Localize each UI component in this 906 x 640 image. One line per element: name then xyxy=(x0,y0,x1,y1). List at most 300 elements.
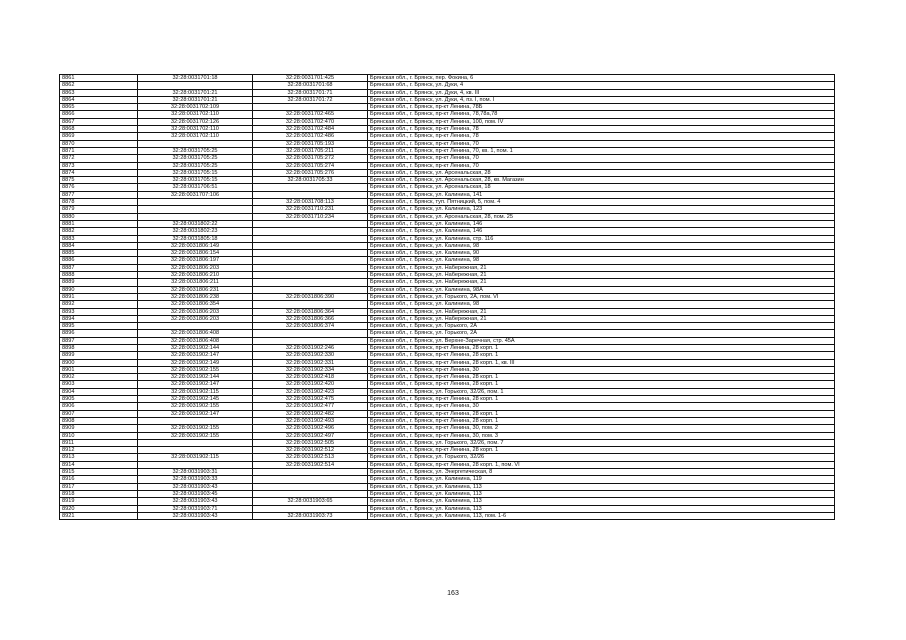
row-number-cell: 8880 xyxy=(60,213,138,220)
object-cadastral-number-cell: 32:28:0031702:486 xyxy=(253,133,368,140)
object-cadastral-number-cell xyxy=(253,476,368,483)
object-cadastral-number-cell: 32:28:0031902:418 xyxy=(253,374,368,381)
land-cadastral-number-cell: 32:28:0031806:211 xyxy=(138,279,253,286)
row-number-cell: 8904 xyxy=(60,388,138,395)
row-number-cell: 8867 xyxy=(60,118,138,125)
address-cell: Брянская обл., г. Брянск, пр-кт Ленина, 28 корп. 1 xyxy=(368,410,835,417)
table-row xyxy=(60,104,835,111)
land-cadastral-number-cell: 32:28:0031903:45 xyxy=(138,490,253,497)
address-cell: Брянская обл., г. Брянск, пер. Фокина, 6 xyxy=(368,75,835,82)
object-cadastral-number-cell xyxy=(253,235,368,242)
object-cadastral-number-cell: 32:28:0031902:497 xyxy=(253,432,368,439)
address-cell: Брянская обл., г. Брянск, ул. Калинина, стр. 116 xyxy=(368,235,835,242)
page-number: 163 xyxy=(447,590,459,597)
object-cadastral-number-cell: 32:28:0031701:72 xyxy=(253,96,368,103)
table-row xyxy=(60,264,835,271)
object-cadastral-number-cell xyxy=(253,242,368,249)
land-cadastral-number-cell: 32:28:0031902:149 xyxy=(138,359,253,366)
table-row xyxy=(60,118,835,125)
land-cadastral-number-cell: 32:28:0031701:21 xyxy=(138,89,253,96)
object-cadastral-number-cell: 32:28:0031902:514 xyxy=(253,461,368,468)
table-row xyxy=(60,505,835,512)
object-cadastral-number-cell xyxy=(253,469,368,476)
object-cadastral-number-cell: 32:28:0031702:465 xyxy=(253,111,368,118)
row-number-cell: 8895 xyxy=(60,323,138,330)
object-cadastral-number-cell: 32:28:0031902:423 xyxy=(253,388,368,395)
land-cadastral-number-cell: 32:28:0031902:155 xyxy=(138,366,253,373)
row-number-cell: 8903 xyxy=(60,381,138,388)
object-cadastral-number-cell xyxy=(253,301,368,308)
object-cadastral-number-cell xyxy=(253,483,368,490)
table-row xyxy=(60,162,835,169)
table-row xyxy=(60,374,835,381)
address-cell: Брянская обл., г. Брянск, ул. Дуки, 4, кв. III xyxy=(368,89,835,96)
row-number-cell: 8876 xyxy=(60,184,138,191)
row-number-cell: 8910 xyxy=(60,432,138,439)
table-row xyxy=(60,169,835,176)
land-cadastral-number-cell xyxy=(138,82,253,89)
address-cell: Брянская обл., г. Брянск, пр-кт Ленина, 78 xyxy=(368,133,835,140)
object-cadastral-number-cell: 32:28:0031701:71 xyxy=(253,89,368,96)
object-cadastral-number-cell: 32:28:0031902:512 xyxy=(253,447,368,454)
table-row xyxy=(60,257,835,264)
object-cadastral-number-cell: 32:28:0031902:246 xyxy=(253,344,368,351)
land-cadastral-number-cell: 32:28:0031707:106 xyxy=(138,191,253,198)
row-number-cell: 8896 xyxy=(60,330,138,337)
land-cadastral-number-cell: 32:28:0031806:238 xyxy=(138,293,253,300)
object-cadastral-number-cell xyxy=(253,490,368,497)
object-cadastral-number-cell: 32:28:0031902:330 xyxy=(253,352,368,359)
table-row xyxy=(60,184,835,191)
address-cell: Брянская обл., г. Брянск, пр-кт Ленина, 28 корп. 1 xyxy=(368,447,835,454)
row-number-cell: 8893 xyxy=(60,308,138,315)
row-number-cell: 8879 xyxy=(60,206,138,213)
object-cadastral-number-cell: 32:28:0031902:482 xyxy=(253,410,368,417)
land-cadastral-number-cell: 32:28:0031705:25 xyxy=(138,162,253,169)
address-cell: Брянская обл., г. Брянск, ул. Набережная, 21 xyxy=(368,308,835,315)
land-cadastral-number-cell: 32:28:0031806:203 xyxy=(138,315,253,322)
address-cell: Брянская обл., г. Брянск, ул. Калинина, 123 xyxy=(368,206,835,213)
table-row xyxy=(60,140,835,147)
land-cadastral-number-cell: 32:28:0031903:43 xyxy=(138,512,253,519)
land-cadastral-number-cell xyxy=(138,199,253,206)
table-row xyxy=(60,410,835,417)
object-cadastral-number-cell: 32:28:0031902:475 xyxy=(253,396,368,403)
object-cadastral-number-cell xyxy=(253,279,368,286)
address-cell: Брянская обл., г. Брянск, пр-кт Ленина, 100, пом. IV xyxy=(368,118,835,125)
address-cell: Брянская обл., г. Брянск, пр-кт Ленина, 28 корп. 1 xyxy=(368,374,835,381)
address-cell: Брянская обл., г. Брянск, ул. Арсенальская, 28 xyxy=(368,169,835,176)
row-number-cell: 8891 xyxy=(60,293,138,300)
address-cell: Брянская обл., г. Брянск, ул. Энергетическая, 8 xyxy=(368,469,835,476)
table-row xyxy=(60,301,835,308)
row-number-cell: 8878 xyxy=(60,199,138,206)
land-cadastral-number-cell: 32:28:0031806:354 xyxy=(138,301,253,308)
land-cadastral-number-cell: 32:28:0031706:51 xyxy=(138,184,253,191)
address-cell: Брянская обл., г. Брянск, ул. Набережная, 21 xyxy=(368,279,835,286)
table-row xyxy=(60,432,835,439)
address-cell: Брянская обл., г. Брянск, ул. Калинина, 113 xyxy=(368,498,835,505)
land-cadastral-number-cell: 32:28:0031705:25 xyxy=(138,155,253,162)
table-row xyxy=(60,447,835,454)
row-number-cell: 8865 xyxy=(60,104,138,111)
object-cadastral-number-cell xyxy=(253,264,368,271)
table-row xyxy=(60,111,835,118)
land-cadastral-number-cell: 32:28:0031903:71 xyxy=(138,505,253,512)
object-cadastral-number-cell xyxy=(253,220,368,227)
row-number-cell: 8908 xyxy=(60,417,138,424)
address-cell: Брянская обл., г. Брянск, ул. Калинина, 113 xyxy=(368,505,835,512)
address-cell: Брянская обл., г. Брянск, ул. Калинина, 113 xyxy=(368,490,835,497)
table-row xyxy=(60,454,835,461)
address-cell: Брянская обл., г. Брянск, ул. Горького, 32/26 xyxy=(368,454,835,461)
table-row xyxy=(60,191,835,198)
row-number-cell: 8875 xyxy=(60,177,138,184)
object-cadastral-number-cell: 32:28:0031705:276 xyxy=(253,169,368,176)
address-cell: Брянская обл., г. Брянск, ул. Калинина, 98 xyxy=(368,301,835,308)
object-cadastral-number-cell: 32:28:0031902:334 xyxy=(253,366,368,373)
table-row xyxy=(60,512,835,519)
address-cell: Брянская обл., г. Брянск, пр-кт Ленина, 28 корп. 1 xyxy=(368,352,835,359)
land-cadastral-number-cell: 32:28:0031806:408 xyxy=(138,330,253,337)
object-cadastral-number-cell: 32:28:0031902:493 xyxy=(253,417,368,424)
address-cell: Брянская обл., г. Брянск, ул. Набережная, 21 xyxy=(368,272,835,279)
row-number-cell: 8861 xyxy=(60,75,138,82)
table-row xyxy=(60,213,835,220)
object-cadastral-number-cell: 32:28:0031902:420 xyxy=(253,381,368,388)
table-row xyxy=(60,323,835,330)
address-cell: Брянская обл., г. Брянск, пр-кт Ленина, 28 корп. 1, кв. III xyxy=(368,359,835,366)
table-row xyxy=(60,96,835,103)
land-cadastral-number-cell: 32:28:0031702:126 xyxy=(138,118,253,125)
table-row xyxy=(60,403,835,410)
land-cadastral-number-cell: 32:28:0031902:147 xyxy=(138,381,253,388)
land-cadastral-number-cell: 32:28:0031806:203 xyxy=(138,308,253,315)
address-cell: Брянская обл., г. Брянск, ул. Набережная, 21 xyxy=(368,264,835,271)
table-row xyxy=(60,133,835,140)
address-cell: Брянская обл., г. Брянск, ул. Калинина, 146 xyxy=(368,220,835,227)
object-cadastral-number-cell xyxy=(253,330,368,337)
land-cadastral-number-cell: 32:28:0031903:43 xyxy=(138,498,253,505)
row-number-cell: 8916 xyxy=(60,476,138,483)
table-row xyxy=(60,228,835,235)
object-cadastral-number-cell xyxy=(253,104,368,111)
row-number-cell: 8888 xyxy=(60,272,138,279)
address-cell: Брянская обл., г. Брянск, пр-кт Ленина, 70 xyxy=(368,162,835,169)
row-number-cell: 8885 xyxy=(60,250,138,257)
object-cadastral-number-cell xyxy=(253,337,368,344)
row-number-cell: 8883 xyxy=(60,235,138,242)
table-row xyxy=(60,155,835,162)
land-cadastral-number-cell xyxy=(138,439,253,446)
land-cadastral-number-cell xyxy=(138,206,253,213)
address-cell: Брянская обл., г. Брянск, пр-кт Ленина, 28 корп. 1 xyxy=(368,344,835,351)
table-row xyxy=(60,461,835,468)
object-cadastral-number-cell: 32:28:0031806:364 xyxy=(253,308,368,315)
row-number-cell: 8913 xyxy=(60,454,138,461)
land-cadastral-number-cell: 32:28:0031705:25 xyxy=(138,147,253,154)
table-row xyxy=(60,89,835,96)
land-cadastral-number-cell: 32:28:0031701:21 xyxy=(138,96,253,103)
land-cadastral-number-cell xyxy=(138,140,253,147)
object-cadastral-number-cell: 32:28:0031708:113 xyxy=(253,199,368,206)
address-cell: Брянская обл., г. Брянск, пр-кт Ленина, 70 xyxy=(368,155,835,162)
land-cadastral-number-cell: 32:28:0031802:22 xyxy=(138,220,253,227)
address-cell: Брянская обл., г. Брянск, ул. Калинина, 113, пом. 1-6 xyxy=(368,512,835,519)
row-number-cell: 8909 xyxy=(60,425,138,432)
address-cell: Брянская обл., г. Брянск, ул. Калинина, 119 xyxy=(368,476,835,483)
table-row xyxy=(60,396,835,403)
object-cadastral-number-cell: 32:28:0031902:331 xyxy=(253,359,368,366)
object-cadastral-number-cell: 32:28:0031806:390 xyxy=(253,293,368,300)
land-cadastral-number-cell: 32:28:0031902:145 xyxy=(138,396,253,403)
table-row xyxy=(60,82,835,89)
table-row xyxy=(60,147,835,154)
address-cell: Брянская обл., г. Брянск, ул. Арсенальская, 28, кв. Магазин xyxy=(368,177,835,184)
object-cadastral-number-cell: 32:28:0031702:470 xyxy=(253,118,368,125)
address-cell: Брянская обл., г. Брянск, пр-кт Ленина, 28 корп. 1 xyxy=(368,396,835,403)
object-cadastral-number-cell: 32:28:0031710:231 xyxy=(253,206,368,213)
table-row xyxy=(60,272,835,279)
address-cell: Брянская обл., г. Брянск, пр-кт Ленина, 28 корп. 1 xyxy=(368,381,835,388)
row-number-cell: 8915 xyxy=(60,469,138,476)
land-cadastral-number-cell: 32:28:0031806:203 xyxy=(138,264,253,271)
row-number-cell: 8870 xyxy=(60,140,138,147)
object-cadastral-number-cell: 32:28:0031705:193 xyxy=(253,140,368,147)
land-cadastral-number-cell: 32:28:0031802:23 xyxy=(138,228,253,235)
address-cell: Брянская обл., г. Брянск, ул. Набережная, 21 xyxy=(368,315,835,322)
land-cadastral-number-cell: 32:28:0031705:15 xyxy=(138,169,253,176)
land-cadastral-number-cell: 32:28:0031806:408 xyxy=(138,337,253,344)
object-cadastral-number-cell: 32:28:0031806:366 xyxy=(253,315,368,322)
address-cell: Брянская обл., г. Брянск, ул. Арсенальская, 18 xyxy=(368,184,835,191)
address-cell: Брянская обл., г. Брянск, пр-кт Ленина, 30, пом. 2 xyxy=(368,425,835,432)
address-cell: Брянская обл., г. Брянск, туп. Пятницкий, 5, пом. 4 xyxy=(368,199,835,206)
table-row xyxy=(60,476,835,483)
object-cadastral-number-cell xyxy=(253,250,368,257)
object-cadastral-number-cell: 32:28:0031705:274 xyxy=(253,162,368,169)
row-number-cell: 8890 xyxy=(60,286,138,293)
land-cadastral-number-cell xyxy=(138,447,253,454)
table-row xyxy=(60,286,835,293)
land-cadastral-number-cell: 32:28:0031806:210 xyxy=(138,272,253,279)
table-row xyxy=(60,425,835,432)
address-cell: Брянская обл., г. Брянск, пр-кт Ленина, 30 xyxy=(368,403,835,410)
object-cadastral-number-cell xyxy=(253,257,368,264)
address-cell: Брянская обл., г. Брянск, пр-кт Ленина, 78 xyxy=(368,126,835,133)
table-row xyxy=(60,177,835,184)
address-cell: Брянская обл., г. Брянск, пр-кт Ленина, 70 xyxy=(368,140,835,147)
row-number-cell: 8921 xyxy=(60,512,138,519)
land-cadastral-number-cell: 32:28:0031702:109 xyxy=(138,104,253,111)
object-cadastral-number-cell: 32:28:0031710:234 xyxy=(253,213,368,220)
land-cadastral-number-cell: 32:28:0031702:110 xyxy=(138,126,253,133)
land-cadastral-number-cell: 32:28:0031902:155 xyxy=(138,425,253,432)
table-row xyxy=(60,469,835,476)
land-cadastral-number-cell: 32:28:0031902:147 xyxy=(138,410,253,417)
address-cell: Брянская обл., г. Брянск, пр-кт Ленина, 28 корп. 1 xyxy=(368,417,835,424)
row-number-cell: 8899 xyxy=(60,352,138,359)
land-cadastral-number-cell: 32:28:0031805:18 xyxy=(138,235,253,242)
object-cadastral-number-cell: 32:28:0031903:65 xyxy=(253,498,368,505)
table-row xyxy=(60,352,835,359)
object-cadastral-number-cell: 32:28:0031902:496 xyxy=(253,425,368,432)
land-cadastral-number-cell: 32:28:0031902:144 xyxy=(138,374,253,381)
object-cadastral-number-cell xyxy=(253,286,368,293)
object-cadastral-number-cell: 32:28:0031902:477 xyxy=(253,403,368,410)
land-cadastral-number-cell: 32:28:0031902:115 xyxy=(138,388,253,395)
land-cadastral-number-cell: 32:28:0031702:110 xyxy=(138,111,253,118)
row-number-cell: 8877 xyxy=(60,191,138,198)
land-cadastral-number-cell: 32:28:0031902:115 xyxy=(138,454,253,461)
land-cadastral-number-cell: 32:28:0031806:231 xyxy=(138,286,253,293)
registry-table-body xyxy=(60,75,835,520)
address-cell: Брянская обл., г. Брянск, ул. Калинина, 90 xyxy=(368,250,835,257)
row-number-cell: 8881 xyxy=(60,220,138,227)
row-number-cell: 8868 xyxy=(60,126,138,133)
land-cadastral-number-cell: 32:28:0031902:144 xyxy=(138,344,253,351)
object-cadastral-number-cell: 32:28:0031902:505 xyxy=(253,439,368,446)
row-number-cell: 8918 xyxy=(60,490,138,497)
object-cadastral-number-cell xyxy=(253,191,368,198)
table-row xyxy=(60,344,835,351)
land-cadastral-number-cell: 32:28:0031806:149 xyxy=(138,242,253,249)
table-row xyxy=(60,417,835,424)
address-cell: Брянская обл., г. Брянск, пр-кт Ленина, 30 xyxy=(368,366,835,373)
land-cadastral-number-cell: 32:28:0031903:33 xyxy=(138,476,253,483)
row-number-cell: 8889 xyxy=(60,279,138,286)
land-cadastral-number-cell: 32:28:0031902:155 xyxy=(138,403,253,410)
object-cadastral-number-cell: 32:28:0031701:68 xyxy=(253,82,368,89)
table-row xyxy=(60,75,835,82)
row-number-cell: 8869 xyxy=(60,133,138,140)
table-row xyxy=(60,381,835,388)
address-cell: Брянская обл., г. Брянск, ул. Калинина, 113 xyxy=(368,483,835,490)
table-row xyxy=(60,250,835,257)
land-cadastral-number-cell: 32:28:0031705:15 xyxy=(138,177,253,184)
address-cell: Брянская обл., г. Брянск, пр-кт Ленина, 28 корп. 1, пом. VI xyxy=(368,461,835,468)
table-row xyxy=(60,206,835,213)
row-number-cell: 8906 xyxy=(60,403,138,410)
object-cadastral-number-cell: 32:28:0031702:484 xyxy=(253,126,368,133)
table-row xyxy=(60,235,835,242)
land-cadastral-number-cell: 32:28:0031903:31 xyxy=(138,469,253,476)
object-cadastral-number-cell: 32:28:0031705:272 xyxy=(253,155,368,162)
row-number-cell: 8863 xyxy=(60,89,138,96)
row-number-cell: 8919 xyxy=(60,498,138,505)
table-row xyxy=(60,359,835,366)
table-row xyxy=(60,439,835,446)
table-row xyxy=(60,308,835,315)
table-row xyxy=(60,388,835,395)
row-number-cell: 8862 xyxy=(60,82,138,89)
row-number-cell: 8884 xyxy=(60,242,138,249)
row-number-cell: 8907 xyxy=(60,410,138,417)
object-cadastral-number-cell xyxy=(253,184,368,191)
address-cell: Брянская обл., г. Брянск, ул. Дуки, 4, пз. I, пом. I xyxy=(368,96,835,103)
address-cell: Брянская обл., г. Брянск, пр-кт Ленина, 70, кв. 1, пом. 1 xyxy=(368,147,835,154)
land-cadastral-number-cell xyxy=(138,213,253,220)
row-number-cell: 8905 xyxy=(60,396,138,403)
table-row xyxy=(60,279,835,286)
object-cadastral-number-cell: 32:28:0031701:425 xyxy=(253,75,368,82)
table-row xyxy=(60,337,835,344)
object-cadastral-number-cell: 32:28:0031705:33 xyxy=(253,177,368,184)
address-cell: Брянская обл., г. Брянск, ул. Калинина, 98 xyxy=(368,257,835,264)
table-row xyxy=(60,242,835,249)
address-cell: Брянская обл., г. Брянск, пр-кт Ленина, 30, пом. 3 xyxy=(368,432,835,439)
row-number-cell: 8917 xyxy=(60,483,138,490)
table-row xyxy=(60,199,835,206)
address-cell: Брянская обл., г. Брянск, ул. Калинина, 141 xyxy=(368,191,835,198)
row-number-cell: 8871 xyxy=(60,147,138,154)
table-row xyxy=(60,366,835,373)
object-cadastral-number-cell xyxy=(253,272,368,279)
land-cadastral-number-cell: 32:28:0031806:154 xyxy=(138,250,253,257)
row-number-cell: 8882 xyxy=(60,228,138,235)
row-number-cell: 8911 xyxy=(60,439,138,446)
address-cell: Брянская обл., г. Брянск, ул. Калинина, 98 xyxy=(368,242,835,249)
row-number-cell: 8874 xyxy=(60,169,138,176)
row-number-cell: 8886 xyxy=(60,257,138,264)
object-cadastral-number-cell: 32:28:0031806:374 xyxy=(253,323,368,330)
table-row xyxy=(60,126,835,133)
object-cadastral-number-cell xyxy=(253,505,368,512)
row-number-cell: 8914 xyxy=(60,461,138,468)
table-row xyxy=(60,483,835,490)
row-number-cell: 8872 xyxy=(60,155,138,162)
land-cadastral-number-cell: 32:28:0031806:197 xyxy=(138,257,253,264)
row-number-cell: 8898 xyxy=(60,344,138,351)
land-cadastral-number-cell xyxy=(138,323,253,330)
row-number-cell: 8866 xyxy=(60,111,138,118)
row-number-cell: 8897 xyxy=(60,337,138,344)
address-cell: Брянская обл., г. Брянск, ул. Горького, 2А, пом. VI xyxy=(368,293,835,300)
property-registry-table xyxy=(59,74,835,520)
row-number-cell: 8864 xyxy=(60,96,138,103)
row-number-cell: 8894 xyxy=(60,315,138,322)
row-number-cell: 8900 xyxy=(60,359,138,366)
row-number-cell: 8887 xyxy=(60,264,138,271)
land-cadastral-number-cell xyxy=(138,461,253,468)
table-row xyxy=(60,293,835,300)
land-cadastral-number-cell: 32:28:0031902:147 xyxy=(138,352,253,359)
table-row xyxy=(60,498,835,505)
table-row xyxy=(60,220,835,227)
row-number-cell: 8912 xyxy=(60,447,138,454)
object-cadastral-number-cell: 32:28:0031902:513 xyxy=(253,454,368,461)
address-cell: Брянская обл., г. Брянск, ул. Горького, 2А xyxy=(368,323,835,330)
object-cadastral-number-cell: 32:28:0031705:211 xyxy=(253,147,368,154)
address-cell: Брянская обл., г. Брянск, пр-кт Ленина, 78Б xyxy=(368,104,835,111)
table-row xyxy=(60,330,835,337)
table-row xyxy=(60,490,835,497)
land-cadastral-number-cell: 32:28:0031701:18 xyxy=(138,75,253,82)
table-row xyxy=(60,315,835,322)
row-number-cell: 8902 xyxy=(60,374,138,381)
land-cadastral-number-cell: 32:28:0031902:155 xyxy=(138,432,253,439)
address-cell: Брянская обл., г. Брянск, ул. Горького, 32/26, пом. 1 xyxy=(368,388,835,395)
address-cell: Брянская обл., г. Брянск, ул. Дуки, 4 xyxy=(368,82,835,89)
address-cell: Брянская обл., г. Брянск, ул. Горького, 32/26, пом. 7 xyxy=(368,439,835,446)
address-cell: Брянская обл., г. Брянск, ул. Верхне-Заречная, стр. 45А xyxy=(368,337,835,344)
row-number-cell: 8892 xyxy=(60,301,138,308)
address-cell: Брянская обл., г. Брянск, ул. Арсенальская, 28, пом. 25 xyxy=(368,213,835,220)
object-cadastral-number-cell: 32:28:0031903:73 xyxy=(253,512,368,519)
object-cadastral-number-cell xyxy=(253,228,368,235)
row-number-cell: 8920 xyxy=(60,505,138,512)
address-cell: Брянская обл., г. Брянск, ул. Калинина, 98А xyxy=(368,286,835,293)
